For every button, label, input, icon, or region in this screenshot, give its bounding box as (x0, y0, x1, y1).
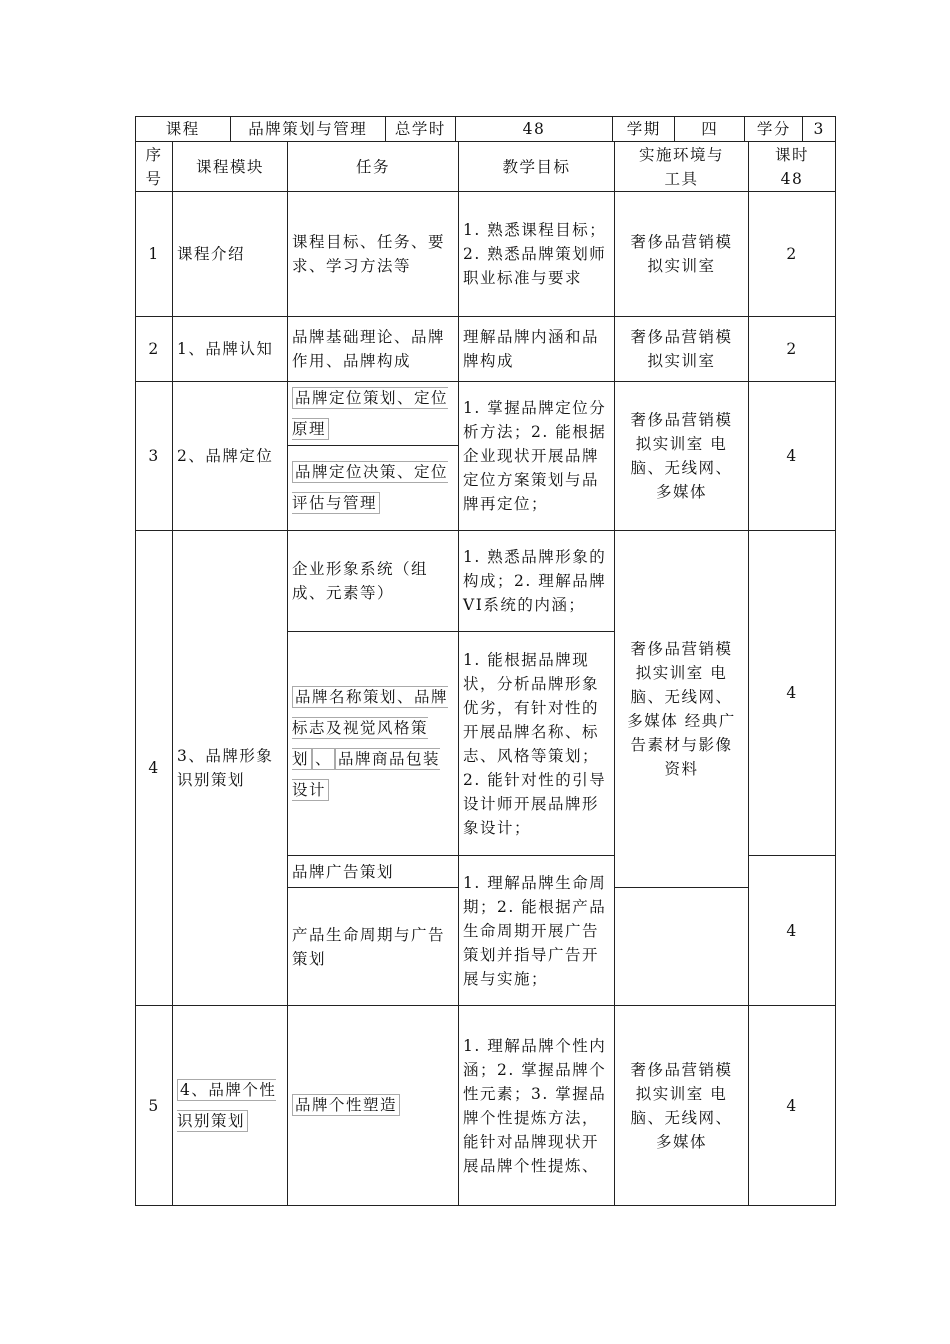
semester-value: 四 (675, 117, 745, 141)
module-text: 4、品牌个性识别策划 (177, 1080, 277, 1130)
task-text: 品牌定位策划、定位原理 (292, 388, 449, 438)
row-seq: 2 (136, 317, 173, 382)
column-header-row (136, 142, 836, 192)
task-text: 品牌个性塑造 (292, 1094, 400, 1116)
table-row (136, 1006, 836, 1206)
col-module-header: 课程模块 (173, 142, 288, 192)
row-goal: 1. 理解品牌个性内涵；2. 掌握品牌个性元素；3. 掌握品牌个性提炼方法，能针对品牌现状开展品牌个性提炼、 (459, 1006, 615, 1206)
row-goal-b: 1. 能根据品牌现状，分析品牌形象优劣，有针对性的开展品牌名称、标志、风格等策划；2. 能针对性的引导设计师开展品牌形象设计； (459, 632, 615, 856)
row-module: 1、品牌认知 (173, 317, 288, 382)
row-task: 课程目标、任务、要求、学习方法等 (288, 192, 459, 317)
task-separator: 、 (312, 748, 335, 770)
row-task (288, 1006, 459, 1206)
row-task-c: 品牌广告策划 (288, 856, 459, 888)
row-seq: 5 (136, 1006, 173, 1206)
col-hours-total: 48 (780, 169, 804, 188)
semester-label: 学期 (613, 117, 675, 141)
row-seq: 3 (136, 382, 173, 531)
table-row (136, 192, 836, 317)
row-hours-b: 4 (749, 856, 836, 1006)
credit-label: 学分 (745, 117, 803, 141)
row-goal: 1. 熟悉课程目标；2. 熟悉品牌策划师职业标准与要求 (459, 192, 615, 317)
row-module: 3、品牌形象识别策划 (173, 531, 288, 1006)
row-task-a: 企业形象系统（组成、元素等） (288, 531, 459, 632)
row-env: 奢侈品营销模拟实训室 (615, 192, 749, 317)
row-goal: 理解品牌内涵和品牌构成 (459, 317, 615, 382)
course-plan-table (135, 116, 836, 1206)
row-env: 奢侈品营销模拟实训室 电脑、无线网、多媒体 经典广告素材与影像资料 (615, 531, 749, 888)
row-task: 品牌基础理论、品牌作用、品牌构成 (288, 317, 459, 382)
col-hours-label: 课时 (775, 145, 810, 164)
row-seq: 1 (136, 192, 173, 317)
row-env: 奢侈品营销模拟实训室 (615, 317, 749, 382)
table-row (136, 382, 836, 446)
row-task-d: 产品生命周期与广告策划 (288, 888, 459, 1006)
row-task-a (288, 382, 459, 446)
row-goal: 1. 掌握品牌定位分析方法；2. 能根据企业现状开展品牌定位方案策划与品牌再定位； (459, 382, 615, 531)
row-module (173, 1006, 288, 1206)
row-seq: 4 (136, 531, 173, 1006)
row-task-b (288, 446, 459, 531)
total-hours-label: 总学时 (385, 117, 455, 141)
task-text: 品牌定位决策、定位评估与管理 (292, 463, 449, 512)
col-goal-header: 教学目标 (459, 142, 615, 192)
course-name: 品牌策划与管理 (230, 117, 385, 141)
row-hours: 2 (749, 317, 836, 382)
col-hours-header (749, 142, 836, 192)
row-hours-a: 4 (749, 531, 836, 856)
table-row (136, 531, 836, 632)
row-module: 课程介绍 (173, 192, 288, 317)
task-text: 品牌商品包装设计 (292, 749, 441, 799)
row-goal-c: 1. 理解品牌生命周期；2. 能根据产品生命周期开展广告策划并指导广告开展与实施； (459, 856, 615, 1006)
col-seq-header: 序号 (136, 142, 173, 192)
course-label: 课程 (136, 117, 230, 141)
row-hours: 4 (749, 1006, 836, 1206)
row-module: 2、品牌定位 (173, 382, 288, 531)
course-info-row (136, 117, 836, 142)
total-hours-value: 48 (455, 117, 612, 141)
row-env: 奢侈品营销模拟实训室 电脑、无线网、多媒体 (615, 1006, 749, 1206)
row-hours: 2 (749, 192, 836, 317)
credit-value: 3 (813, 120, 825, 138)
row-hours: 4 (749, 382, 836, 531)
row-goal-a: 1. 熟悉品牌形象的构成；2. 理解品牌VI系统的内涵； (459, 531, 615, 632)
col-task-header: 任务 (288, 142, 459, 192)
row-env: 奢侈品营销模拟实训室 电脑、无线网、多媒体 (615, 382, 749, 531)
task-text: 品牌名称策划、品牌标志及视觉风格策划 (292, 687, 449, 768)
table-row (136, 317, 836, 382)
row-env-empty (615, 888, 749, 1006)
col-env-header: 实施环境与工具 (615, 142, 749, 192)
row-task-b (288, 632, 459, 856)
